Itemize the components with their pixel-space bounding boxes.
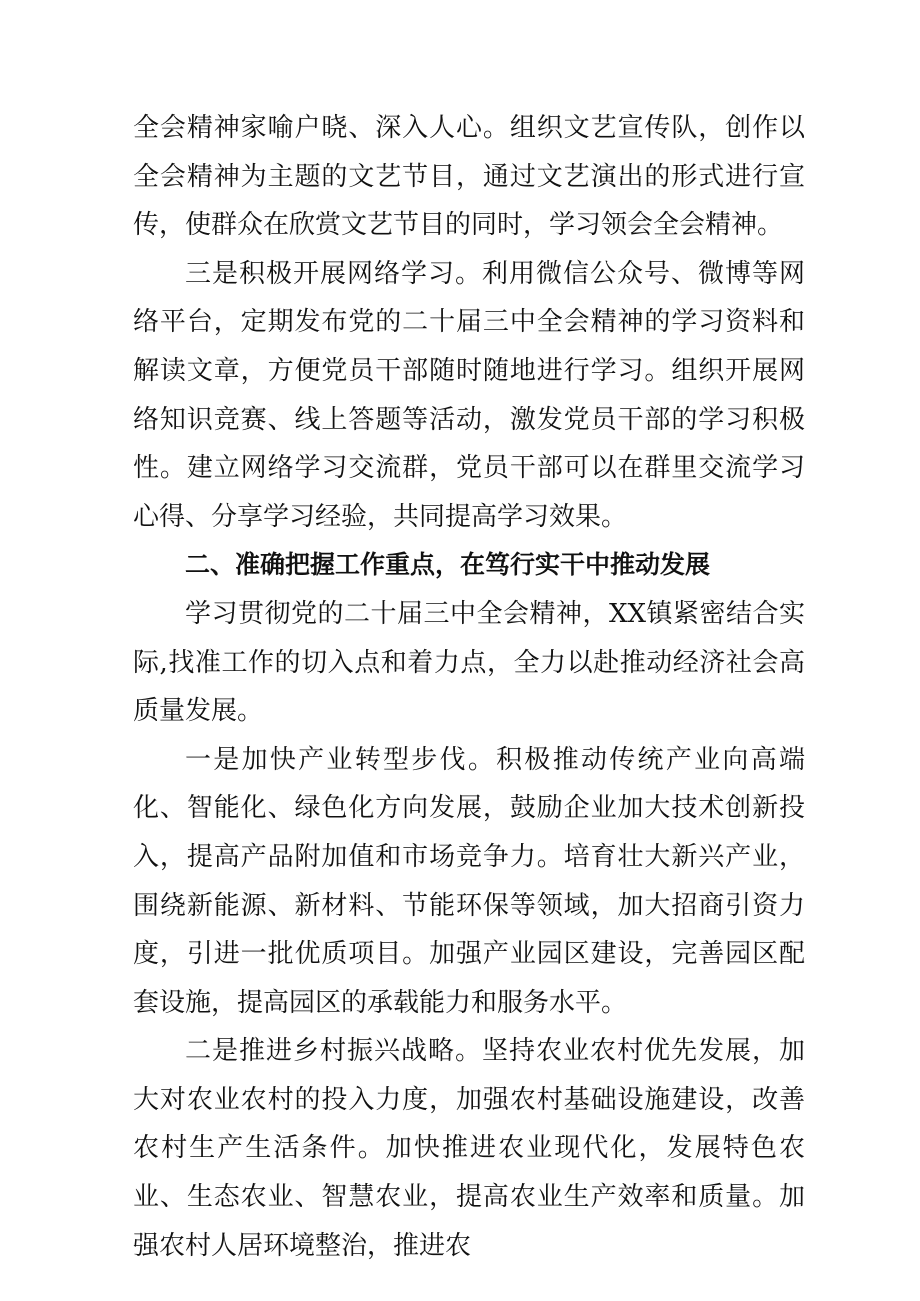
paragraph-industry-transformation: 一是加快产业转型步伐。积极推动传统产业向高端化、智能化、绿色化方向发展，鼓励企业加大技术创新投入，提高产品附加值和市场竞争力。培育壮大新兴产业，围绕新能源、新材料、节能环保等领域，加大招商引资力度，引进一批优质项目。加强产业园区建设，完善园区配套设施，提高园区的承载能力和服务水平。	[133, 744, 805, 1018]
paragraph-rural-revitalization: 二是推进乡村振兴战略。坚持农业农村优先发展，加大对农业农村的投入力度，加强农村基础设施建设，改善农村生产生活条件。加快推进农业现代化，发展特色农业、生态农业、智慧农业，提高农业生产效率和质量。加强农村人居环境整治，推进农	[133, 1036, 805, 1261]
document-body	[133, 104, 805, 1270]
paragraph-section-intro: 学习贯彻党的二十届三中全会精神，XX镇紧密结合实际,找准工作的切入点和着力点，全力以赴推动经济社会高质量发展。	[133, 598, 805, 727]
section-heading: 二、准确把握工作重点，在笃行实干中推动发展	[185, 550, 711, 580]
paragraph-network-learning: 三是积极开展网络学习。利用微信公众号、微博等网络平台，定期发布党的二十届三中全会精神的学习资料和解读文章，方便党员干部随时随地进行学习。组织开展网络知识竞赛、线上答题等活动，激发党员干部的学习积极性。建立网络学习交流群，党员干部可以在群里交流学习心得、分享学习经验，共同提高学习效果。	[133, 258, 805, 532]
paragraph-continuation: 全会精神家喻户晓、深入人心。组织文艺宣传队，创作以全会精神为主题的文艺节目，通过文艺演出的形式进行宣传，使群众在欣赏文艺节目的同时，学习领会全会精神。	[133, 113, 805, 241]
